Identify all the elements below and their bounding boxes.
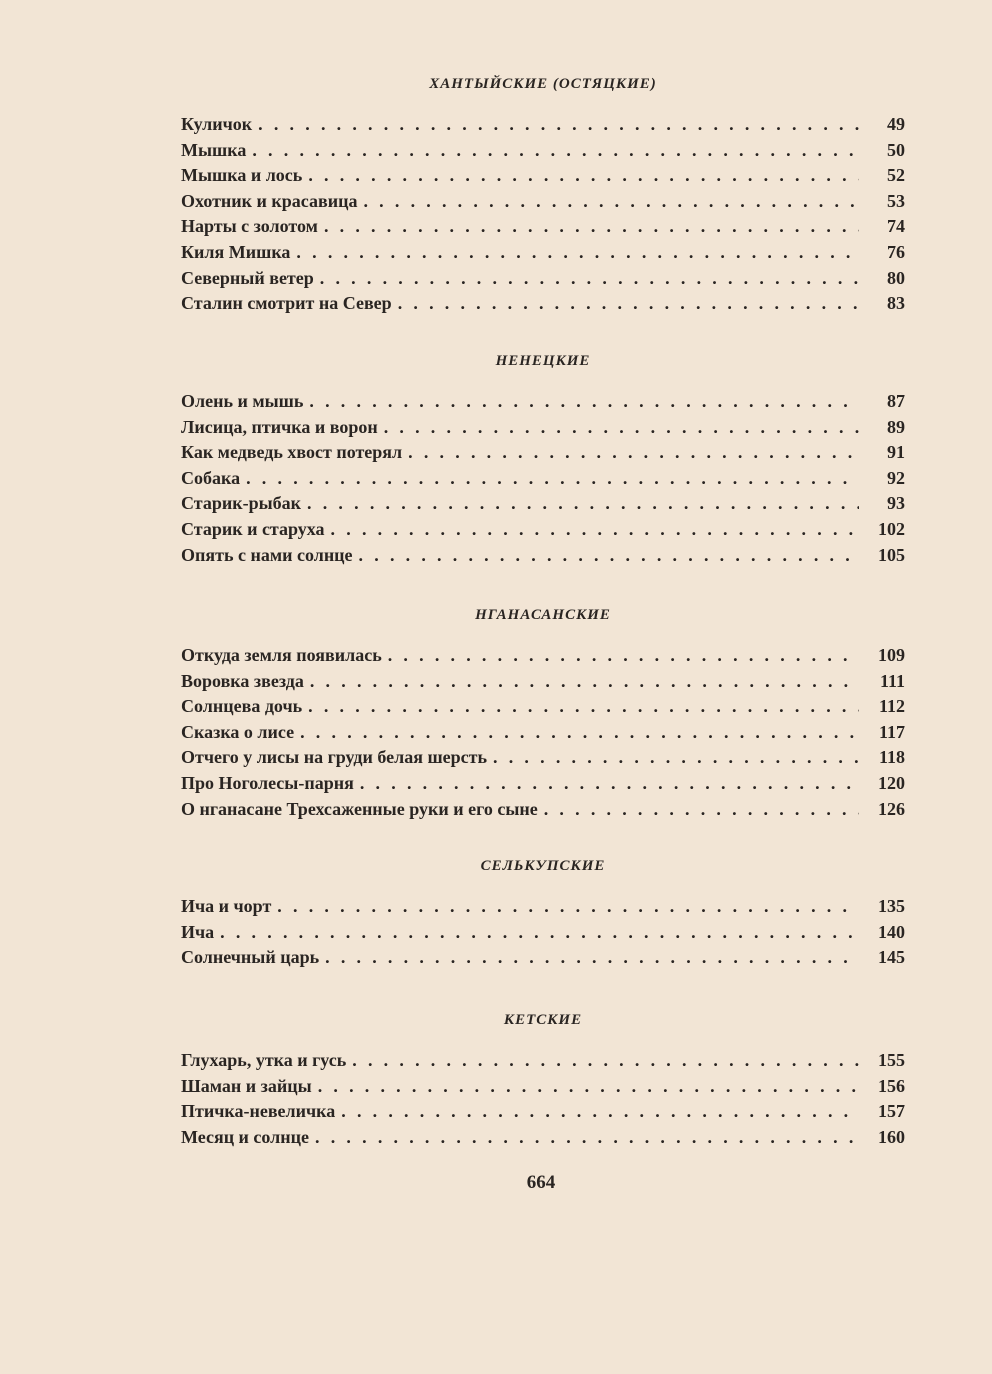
toc-entry [181, 747, 905, 773]
dot-leader [360, 773, 859, 794]
entry-title: Воровка звезда [181, 670, 304, 691]
entry-page: 92 [887, 467, 905, 488]
entry-page: 93 [887, 493, 905, 514]
dot-leader [315, 1127, 859, 1148]
toc-entry [181, 191, 905, 217]
entry-title: Месяц и солнце [181, 1126, 310, 1147]
entry-page: 140 [878, 921, 905, 942]
entry-title: Лисица, птичка и ворон [181, 416, 378, 437]
entry-title: Ича [181, 921, 215, 942]
entry-title: Солнечный царь [181, 947, 320, 968]
toc-entry [181, 268, 905, 294]
section-heading: ХАНТЫЙСКИЕ (ОСТЯЦКИЕ) [429, 76, 657, 92]
entry-page: 91 [887, 442, 905, 463]
dot-leader [324, 216, 859, 237]
toc-entry [181, 242, 905, 268]
entry-title: Старик-рыбак [181, 493, 302, 514]
dot-leader [252, 140, 859, 161]
entry-title: Сталин смотрит на Север [181, 293, 392, 314]
toc-entry [181, 922, 905, 948]
toc-entry [181, 165, 905, 191]
entry-title: Куличок [181, 114, 253, 134]
dot-leader [277, 896, 859, 917]
dot-leader [220, 922, 859, 943]
toc-entry [181, 140, 905, 166]
entry-title: Олень и мышь [181, 391, 304, 411]
toc-entry [181, 545, 905, 571]
toc-entry [181, 722, 905, 748]
entry-title: Солнцева дочь [181, 696, 303, 717]
entry-page: 109 [878, 645, 905, 665]
page-number: 664 [526, 1172, 556, 1193]
entry-title: Нарты с золотом [181, 216, 318, 237]
dot-leader [352, 1050, 859, 1071]
dot-leader [388, 645, 859, 666]
entry-page: 52 [887, 165, 905, 186]
toc-entry [181, 645, 905, 671]
toc-entry [181, 1050, 905, 1076]
entry-page: 155 [878, 1050, 905, 1070]
entry-title: Птичка-невеличка [181, 1101, 336, 1122]
dot-leader [296, 242, 859, 263]
dot-leader [309, 391, 859, 412]
dot-leader [246, 468, 859, 489]
entry-page: 87 [887, 391, 905, 411]
toc-entry [181, 391, 905, 417]
entry-page: 111 [879, 670, 905, 691]
toc-section [181, 856, 905, 973]
entry-page: 74 [887, 216, 905, 237]
entry-title: Ича и чорт [181, 896, 272, 916]
dot-leader [325, 947, 859, 968]
entry-title: Северный ветер [181, 267, 314, 288]
entry-page: 145 [878, 947, 905, 968]
dot-leader [300, 722, 859, 743]
entry-page: 53 [887, 190, 905, 211]
entry-page: 89 [887, 416, 905, 437]
entry-page: 83 [887, 293, 905, 314]
toc-entry [181, 519, 905, 545]
section-heading: КЕТСКИЕ [503, 1012, 583, 1028]
section-heading: НГАНАСАНСКИЕ [475, 607, 611, 623]
section-heading: СЕЛЬКУПСКИЕ [480, 858, 606, 874]
dot-leader [331, 519, 859, 540]
entry-page: 105 [878, 544, 905, 565]
toc-entry [181, 696, 905, 722]
entry-page: 80 [887, 267, 905, 288]
dot-leader [341, 1101, 859, 1122]
entry-page: 135 [878, 896, 905, 916]
entry-page: 50 [887, 139, 905, 160]
toc-entry [181, 896, 905, 922]
toc-entry [181, 417, 905, 443]
toc-entry [181, 442, 905, 468]
dot-leader [493, 747, 859, 768]
entry-title: Откуда земля появилась [181, 645, 382, 665]
toc-entry [181, 1101, 905, 1127]
entry-title: Про Ноголесы-парня [181, 772, 354, 793]
dot-leader [258, 114, 859, 135]
toc-entry [181, 773, 905, 799]
dot-leader [308, 696, 859, 717]
toc-entry [181, 1127, 905, 1153]
entry-title: О нганасане Трехсаженные руки и его сыне [181, 798, 538, 819]
entry-title: Мышка [181, 139, 247, 160]
dot-leader [320, 268, 859, 289]
entry-title: Киля Мишка [181, 241, 291, 262]
toc-entry [181, 114, 905, 140]
entry-page: 120 [878, 772, 905, 793]
toc-entry [181, 493, 905, 519]
dot-leader [544, 799, 859, 820]
entry-title: Шаман и зайцы [181, 1075, 312, 1096]
entry-page: 102 [878, 518, 905, 539]
entry-title: Охотник и красавица [181, 190, 358, 211]
dot-leader [384, 417, 859, 438]
section-heading: НЕНЕЦКИЕ [495, 353, 591, 369]
entry-title: Отчего у лисы на груди белая шерсть [181, 747, 488, 768]
entry-page: 49 [887, 114, 905, 134]
entry-page: 76 [887, 241, 905, 262]
dot-leader [307, 493, 859, 514]
dot-leader [363, 191, 859, 212]
dot-leader [318, 1076, 859, 1097]
toc-section [181, 74, 905, 319]
toc-entry [181, 947, 905, 973]
entry-page: 117 [878, 721, 905, 742]
toc-section [181, 1010, 905, 1152]
entry-title: Собака [181, 467, 241, 488]
entry-title: Как медведь хвост потерял [181, 442, 403, 463]
dot-leader [359, 545, 859, 566]
dot-leader [310, 671, 859, 692]
toc-entry [181, 1076, 905, 1102]
entry-page: 160 [878, 1126, 905, 1147]
entry-page: 112 [878, 696, 905, 717]
entry-title: Сказка о лисе [181, 721, 295, 742]
toc-entry [181, 293, 905, 319]
entry-page: 157 [878, 1101, 905, 1122]
entry-title: Глухарь, утка и гусь [181, 1050, 347, 1070]
entry-title: Опять с нами солнце [181, 544, 353, 565]
toc-entry [181, 671, 905, 697]
dot-leader [408, 442, 859, 463]
toc-entry [181, 216, 905, 242]
dot-leader [308, 165, 859, 186]
toc-section [181, 605, 905, 824]
toc-entry [181, 468, 905, 494]
entry-page: 156 [878, 1075, 905, 1096]
toc-entry [181, 799, 905, 825]
entry-title: Мышка и лось [181, 165, 303, 186]
dot-leader [398, 293, 859, 314]
entry-page: 126 [878, 798, 905, 819]
entry-title: Старик и старуха [181, 518, 325, 539]
entry-page: 118 [878, 747, 905, 768]
toc-section [181, 351, 905, 570]
